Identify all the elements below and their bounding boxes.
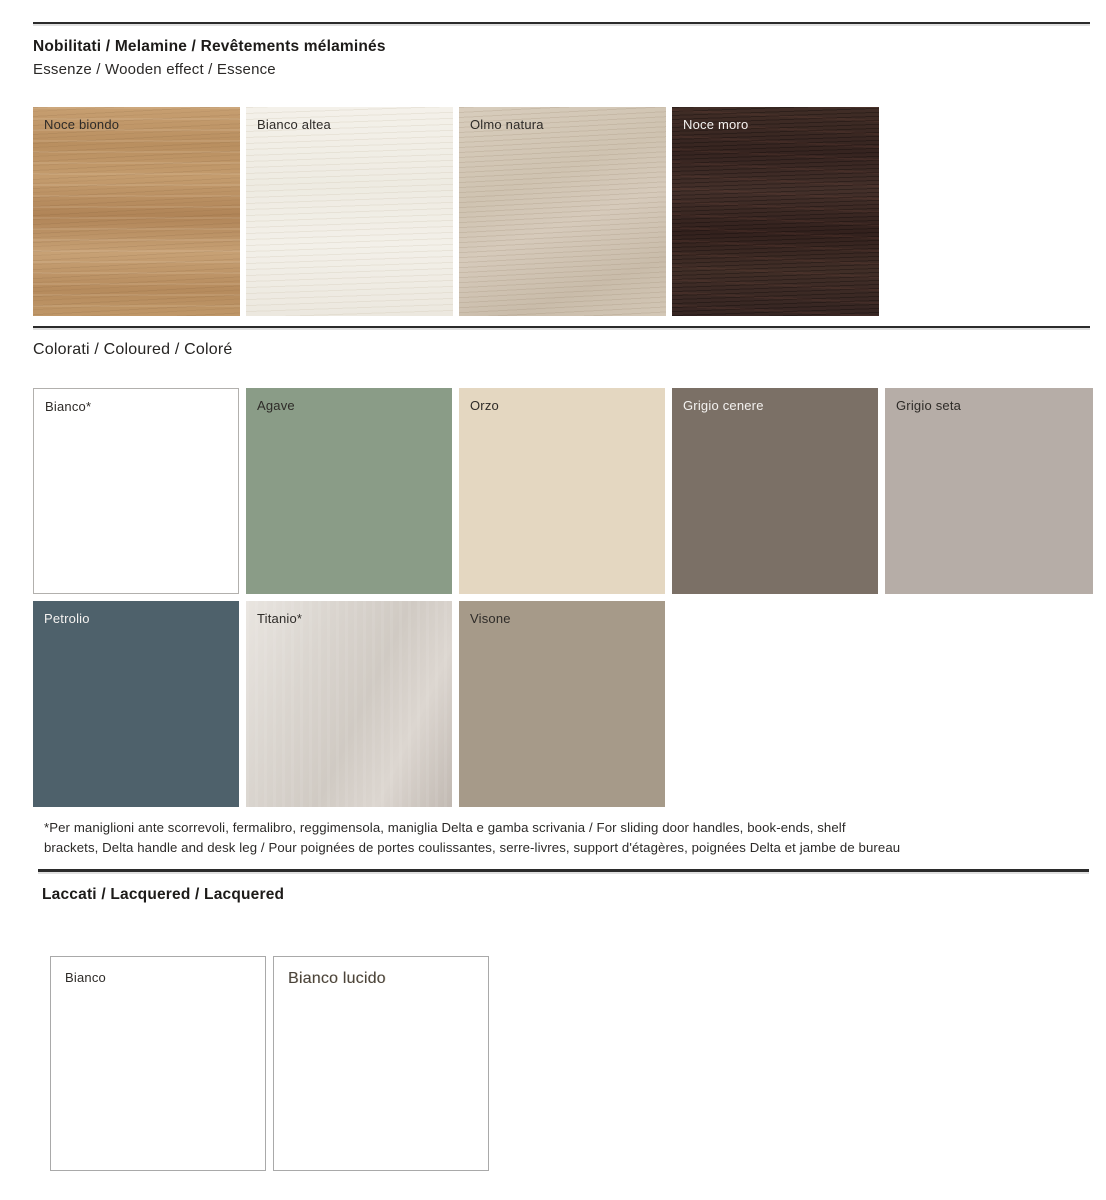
footnote-line-1: *Per maniglioni ante scorrevoli, fermalibro, reggimensola, maniglia Delta e gamba scrivania / For sliding door handles, book-ends, shelf — [44, 820, 846, 835]
swatch-label: Olmo natura — [470, 117, 544, 132]
swatch-noce-biondo — [33, 107, 240, 316]
swatch-grigio-seta — [885, 388, 1093, 594]
section-divider-coloured — [33, 326, 1090, 328]
footnote-line-2: brackets, Delta handle and desk leg / Pour poignées de portes coulissantes, serre-livres, support d'étagères, poignées Delta et jambe de bureau — [44, 840, 901, 855]
swatch-label: Agave — [257, 398, 295, 413]
swatch-visone — [459, 601, 665, 807]
swatch-petrolio — [33, 601, 239, 807]
swatch-label: Noce biondo — [44, 117, 120, 132]
swatch-noce-moro — [672, 107, 879, 316]
section-divider-top — [33, 22, 1090, 24]
lacquered-swatch-row — [50, 956, 489, 1171]
swatch-label: Visone — [470, 611, 511, 626]
swatch-label: Bianco lucido — [288, 970, 386, 987]
section-divider-lacquered — [38, 869, 1089, 872]
section-title-melamine: Nobilitati / Melamine / Revêtements mélaminés — [33, 38, 386, 55]
melamine-swatch-row — [33, 107, 879, 316]
swatch-label: Bianco* — [45, 399, 92, 414]
coloured-swatch-row-2 — [33, 601, 665, 807]
coloured-swatch-row-1 — [33, 388, 1093, 594]
swatch-grigio-cenere — [672, 388, 878, 594]
swatch-olmo-natura — [459, 107, 666, 316]
swatch-label: Grigio cenere — [683, 398, 764, 413]
swatch-label: Grigio seta — [896, 398, 962, 413]
swatch-label: Bianco altea — [257, 117, 331, 132]
swatch-label: Titanio* — [257, 611, 303, 626]
section-subtitle-wood-effect: Essenze / Wooden effect / Essence — [33, 61, 276, 78]
swatch-label: Bianco — [65, 970, 106, 985]
section-title-coloured: Colorati / Coloured / Coloré — [33, 341, 233, 358]
coloured-footnote — [44, 818, 900, 858]
swatch-bianco-lacquered — [50, 956, 266, 1171]
section-title-lacquered: Laccati / Lacquered / Lacquered — [42, 886, 285, 903]
swatch-bianco-lucido — [273, 956, 489, 1171]
swatch-label: Petrolio — [44, 611, 90, 626]
swatch-label: Orzo — [470, 398, 499, 413]
swatch-bianco — [33, 388, 239, 594]
swatch-bianco-altea — [246, 107, 453, 316]
swatch-agave — [246, 388, 452, 594]
swatch-titanio — [246, 601, 452, 807]
swatch-orzo — [459, 388, 665, 594]
swatch-label: Noce moro — [683, 117, 749, 132]
